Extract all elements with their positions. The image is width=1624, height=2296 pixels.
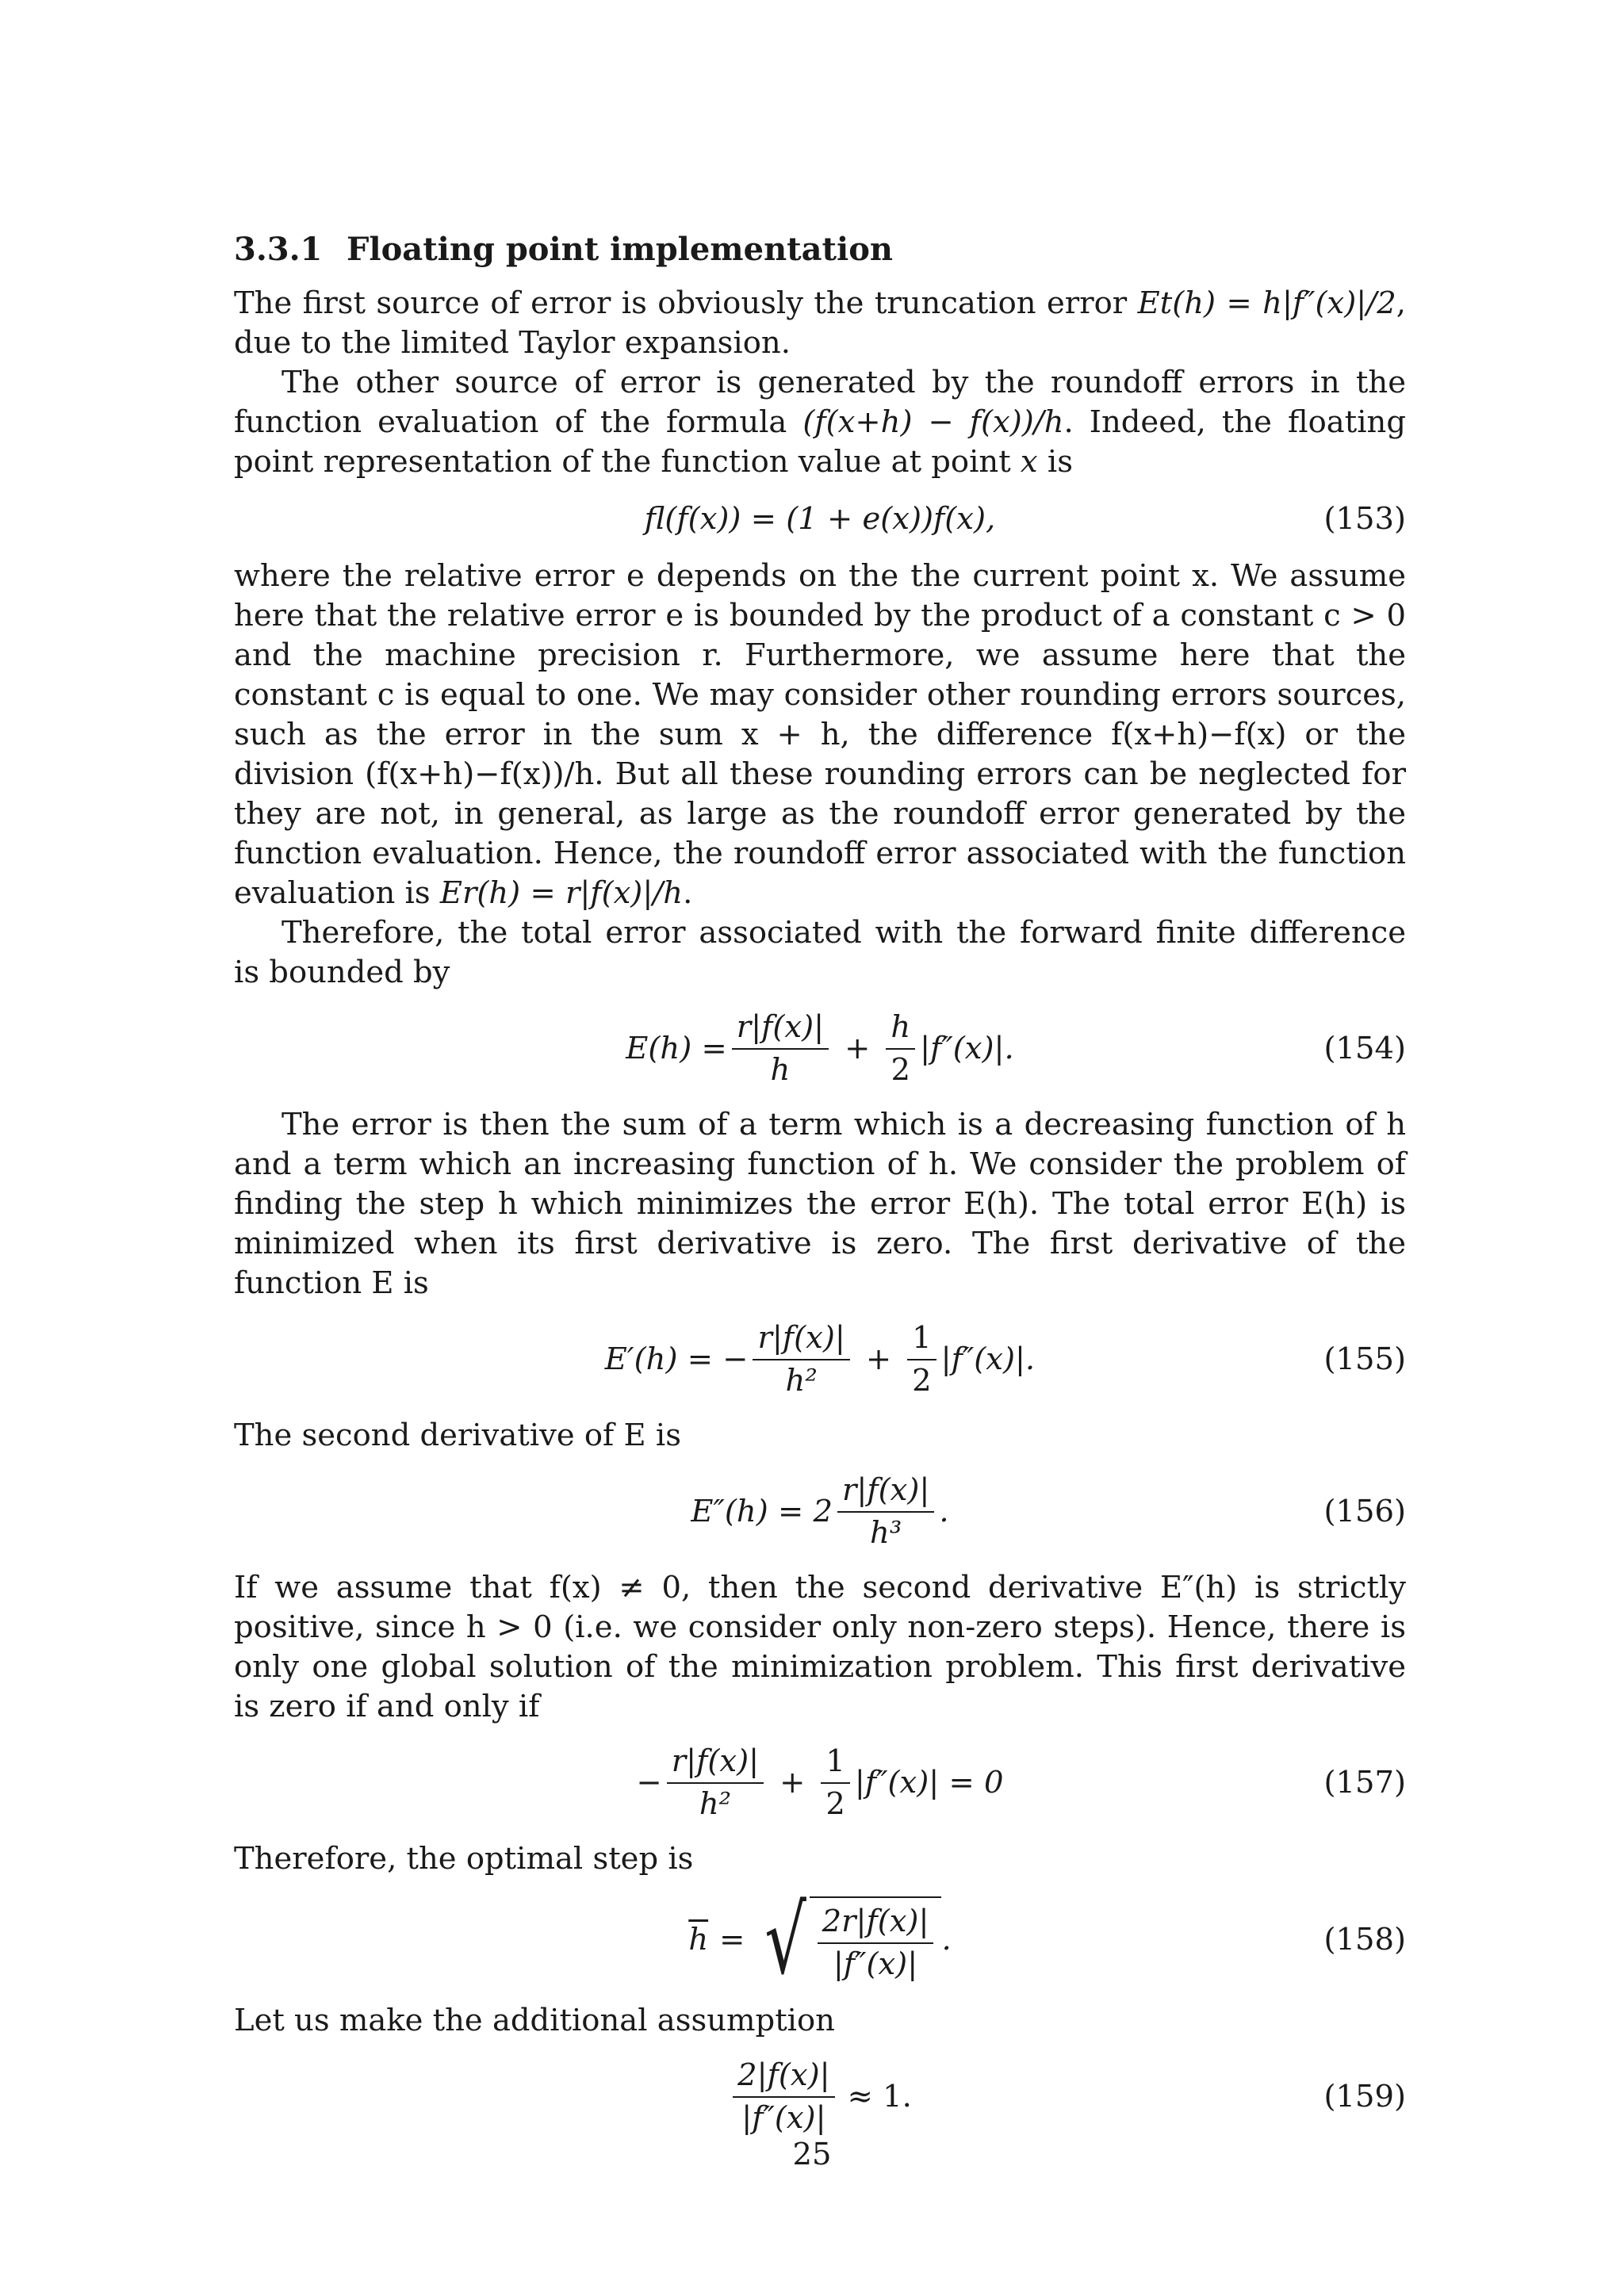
square-root: √ $\frac{2r|f(x)|}{|f''(x)|}$ — [756, 1896, 941, 1984]
equation-number: (153) — [1323, 501, 1406, 537]
section-title: Floating point implementation — [347, 231, 893, 268]
page-number: 25 — [792, 2137, 832, 2172]
equation-154: E(h) = $\frac{r|f(x)|}{h}$ + $\frac{h}{2}$ |f″(x)|. (154) — [626, 1009, 1406, 1088]
inline-math-truncation: Et(h) = h|f″(x)|/2 — [1137, 285, 1396, 321]
equation-153: fl(f(x)) = (1 + e(x))f(x), (153) — [234, 499, 1406, 539]
equation-number: (158) — [1323, 1922, 1406, 1957]
equation-155: E′(h) = − $\frac{r|f(x)|}{\text{h²}}$ + $\frac{1}{2}$ |f″(x)|. (155) — [604, 1320, 1406, 1399]
equation-number: (156) — [1323, 1494, 1406, 1529]
equation-number: (154) — [1323, 1031, 1406, 1066]
equation-number: (157) — [1323, 1765, 1406, 1800]
equation-157: − $\frac{r|f(x)|}{\text{h²}}$ + $\frac{1}{2}$ |f″(x)| = 0 (157) — [636, 1743, 1406, 1822]
paragraph-roundoff: The other source of error is generated by the roundoff errors in the function evaluation of the formula (f(x+h) − f(x))/h. Indeed, the floating point representation of the function value at point x is — [234, 365, 1406, 480]
equation-number: (159) — [1323, 2079, 1406, 2114]
inline-math-formula: (f(x+h) − f(x))/h — [802, 404, 1064, 440]
equation-156: E″(h) = 2 $\frac{r|f(x)|}{\text{h³}}$ . (156) — [691, 1472, 1406, 1551]
paragraph-minimize: The error is then the sum of a term which is a decreasing function of h and a term which an increasing function of h. We consider the problem of finding the step h which minimizes the error E(h). The total error E(h) is minimized when its first derivative is zero. The first derivative of the function E is — [234, 1107, 1406, 1301]
inline-math-roundoff: Er(h) = r|f(x)|/h — [439, 875, 684, 911]
section-heading — [234, 230, 1406, 270]
equation-number: (155) — [1323, 1341, 1406, 1377]
paragraph-assumption: Let us make the additional assumption — [234, 2003, 835, 2038]
paragraph-optimal-step: Therefore, the optimal step is — [234, 1841, 694, 1877]
paragraph-relative-error: where the relative error e depends on the the current point x. We assume here that the relative error e is bounded by the product of a constant c > 0 and the machine precision r. Furthermore, we assume here that the constant c is equal to one. We may consider other rounding errors sources, such as the error in the sum x + h, the difference f(x+h)−f(x) or the division (f(x+h)−f(x))/h. But all these rounding errors can be neglected for they are not, in general, as large as the roundoff error generated by the function evaluation. Hence, the roundoff error associated with the function evaluation is Er(h) = r|f(x)|/h. — [234, 558, 1406, 911]
equation-159: $\frac{2|f(x)|}{|f''(x)|}$ ≈ 1. (159) — [234, 2058, 1406, 2136]
page-content — [234, 230, 1406, 2153]
paragraph-second-derivative: The second derivative of E is — [234, 1418, 681, 1453]
paragraph-truncation: The first source of error is obviously the truncation error Et(h) = h|f″(x)|/2, due to the limited Taylor expansion. — [234, 285, 1406, 361]
paragraph-total-error: Therefore, the total error associated with the forward finite difference is bounded by — [234, 915, 1406, 990]
equation-158: $\overline{h}$ = √ $\frac{2r|f(x)|}{|f''(x)|}$ . (158) — [688, 1885, 1406, 1995]
paragraph-global-solution: If we assume that f(x) ≠ 0, then the second derivative E″(h) is strictly positive, since h > 0 (i.e. we consider only non-zero steps). Hence, there is only one global solution of the minimization problem. This first derivative is zero if and only if — [234, 1570, 1406, 1724]
section-number: 3.3.1 — [234, 231, 323, 268]
